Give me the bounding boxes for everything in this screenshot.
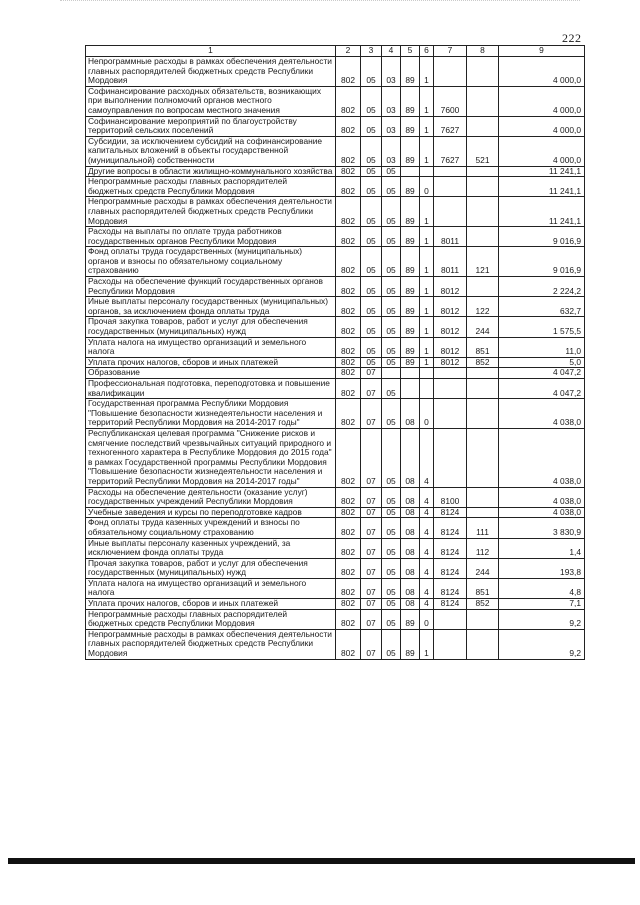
col-expense-type-cell	[467, 116, 499, 136]
col-program-cell: 89	[401, 317, 420, 337]
col-subprogram-cell: 1	[420, 277, 434, 297]
row-amount-cell: 9,2	[499, 609, 585, 629]
row-amount-cell: 4 038,0	[499, 487, 585, 507]
col-program-cell	[401, 368, 420, 379]
col-subprogram-cell: 1	[420, 136, 434, 166]
row-amount-cell: 9 016,9	[499, 247, 585, 277]
col-grbs-code-cell: 802	[336, 357, 361, 368]
table-row	[86, 277, 585, 297]
row-name-cell: Иные выплаты персоналу государственных (муниципальных) органов, за исключением фонда оплаты труда	[86, 297, 336, 317]
col-target-item-cell	[434, 166, 467, 177]
col-subsection-cell: 05	[382, 277, 401, 297]
budget-table-body	[86, 57, 585, 660]
table-row	[86, 428, 585, 487]
col-grbs-code-cell: 802	[336, 599, 361, 610]
col-subsection-cell: 05	[382, 609, 401, 629]
col-subsection-cell: 05	[382, 197, 401, 227]
col-grbs-code-cell: 802	[336, 227, 361, 247]
col-target-item-cell	[434, 368, 467, 379]
col-target-item-cell	[434, 197, 467, 227]
col-target-item-cell: 8012	[434, 357, 467, 368]
col-program-cell: 08	[401, 538, 420, 558]
col-expense-type-cell	[467, 177, 499, 197]
row-name-cell: Уплата налога на имущество организаций и земельного налога	[86, 578, 336, 598]
header-cell: 1	[86, 46, 336, 57]
col-grbs-code-cell: 802	[336, 507, 361, 518]
col-expense-type-cell: 122	[467, 297, 499, 317]
col-expense-type-cell: 244	[467, 558, 499, 578]
row-amount-cell: 4 047,2	[499, 379, 585, 399]
col-target-item-cell: 8100	[434, 487, 467, 507]
table-row	[86, 629, 585, 659]
row-amount-cell: 11 241,1	[499, 166, 585, 177]
header-cell: 4	[382, 46, 401, 57]
col-grbs-code-cell: 802	[336, 538, 361, 558]
table-row	[86, 538, 585, 558]
col-program-cell: 89	[401, 277, 420, 297]
col-expense-type-cell	[467, 428, 499, 487]
col-target-item-cell: 8012	[434, 337, 467, 357]
row-amount-cell: 2 224,2	[499, 277, 585, 297]
col-subprogram-cell: 1	[420, 57, 434, 87]
col-grbs-code-cell: 802	[336, 116, 361, 136]
col-expense-type-cell: 521	[467, 136, 499, 166]
col-subprogram-cell: 4	[420, 507, 434, 518]
row-name-cell: Прочая закупка товаров, работ и услуг для обеспечения государственных (муниципальных) нужд	[86, 558, 336, 578]
col-program-cell: 08	[401, 558, 420, 578]
col-subprogram-cell: 1	[420, 116, 434, 136]
table-row	[86, 317, 585, 337]
row-amount-cell: 11 241,1	[499, 197, 585, 227]
row-amount-cell: 4 000,0	[499, 86, 585, 116]
col-target-item-cell: 8011	[434, 227, 467, 247]
col-subsection-cell: 05	[382, 507, 401, 518]
col-grbs-code-cell: 802	[336, 177, 361, 197]
col-section-cell: 05	[361, 177, 382, 197]
col-target-item-cell	[434, 399, 467, 429]
row-amount-cell: 193,8	[499, 558, 585, 578]
col-expense-type-cell	[467, 399, 499, 429]
row-name-cell: Расходы на обеспечение деятельности (оказание услуг) государственных учреждений Республики Мордовия	[86, 487, 336, 507]
col-subprogram-cell	[420, 368, 434, 379]
budget-table	[85, 45, 585, 660]
row-name-cell: Субсидии, за исключением субсидий на софинансирование капитальных вложений в объекты государственной (муниципальной) собственности	[86, 136, 336, 166]
col-section-cell: 07	[361, 368, 382, 379]
col-subprogram-cell: 1	[420, 297, 434, 317]
col-target-item-cell: 8124	[434, 599, 467, 610]
col-section-cell: 07	[361, 578, 382, 598]
col-section-cell: 07	[361, 599, 382, 610]
budget-table-container	[85, 45, 584, 660]
col-program-cell: 08	[401, 518, 420, 538]
col-program-cell: 89	[401, 136, 420, 166]
row-name-cell: Уплата прочих налогов, сборов и иных платежей	[86, 599, 336, 610]
row-name-cell: Республиканская целевая программа "Снижение рисков и смягчение последствий чрезвычайных ситуаций природного и техногенного характера в Республике Мордовия до 2015 года" в рамках Государственной программы Республики Мордовия "Повышение безопасности жизнедеятельности населения и территорий Республики Мордовия на 2014-2017 годы"	[86, 428, 336, 487]
header-cell: 2	[336, 46, 361, 57]
table-row	[86, 357, 585, 368]
col-subsection-cell: 05	[382, 518, 401, 538]
row-amount-cell: 4 000,0	[499, 136, 585, 166]
row-name-cell: Непрограммные расходы в рамках обеспечения деятельности главных распорядителей бюджетных средств Республики Мордовия	[86, 57, 336, 87]
col-grbs-code-cell: 802	[336, 166, 361, 177]
table-row	[86, 379, 585, 399]
col-subprogram-cell: 4	[420, 428, 434, 487]
col-grbs-code-cell: 802	[336, 578, 361, 598]
col-subsection-cell: 05	[382, 177, 401, 197]
col-expense-type-cell	[467, 368, 499, 379]
col-section-cell: 07	[361, 558, 382, 578]
table-row	[86, 197, 585, 227]
col-expense-type-cell	[467, 379, 499, 399]
row-name-cell: Софинансирование расходных обязательств, возникающих при выполнении полномочий органов местного самоуправления по вопросам местного значения	[86, 86, 336, 116]
col-grbs-code-cell: 802	[336, 399, 361, 429]
col-grbs-code-cell: 802	[336, 57, 361, 87]
col-grbs-code-cell: 802	[336, 317, 361, 337]
col-subsection-cell: 05	[382, 599, 401, 610]
col-grbs-code-cell: 802	[336, 558, 361, 578]
col-subprogram-cell: 4	[420, 518, 434, 538]
col-section-cell: 05	[361, 136, 382, 166]
col-expense-type-cell	[467, 507, 499, 518]
page-number: 222	[562, 31, 582, 45]
table-row	[86, 86, 585, 116]
row-name-cell: Другие вопросы в области жилищно-коммунального хозяйства	[86, 166, 336, 177]
col-subprogram-cell	[420, 379, 434, 399]
col-subprogram-cell: 1	[420, 357, 434, 368]
col-program-cell: 89	[401, 197, 420, 227]
col-program-cell: 08	[401, 487, 420, 507]
col-program-cell: 89	[401, 609, 420, 629]
col-section-cell: 07	[361, 538, 382, 558]
col-expense-type-cell	[467, 86, 499, 116]
col-expense-type-cell	[467, 227, 499, 247]
col-program-cell	[401, 379, 420, 399]
row-name-cell: Образование	[86, 368, 336, 379]
table-row	[86, 177, 585, 197]
col-target-item-cell: 8124	[434, 578, 467, 598]
col-program-cell: 89	[401, 177, 420, 197]
table-row	[86, 507, 585, 518]
table-row	[86, 57, 585, 87]
col-program-cell: 89	[401, 57, 420, 87]
table-row	[86, 136, 585, 166]
col-program-cell: 89	[401, 116, 420, 136]
col-subprogram-cell: 4	[420, 599, 434, 610]
row-amount-cell: 5,0	[499, 357, 585, 368]
col-subsection-cell: 05	[382, 538, 401, 558]
table-row	[86, 599, 585, 610]
col-section-cell: 05	[361, 57, 382, 87]
table-row	[86, 297, 585, 317]
col-subprogram-cell: 0	[420, 177, 434, 197]
col-section-cell: 05	[361, 297, 382, 317]
col-subprogram-cell: 4	[420, 487, 434, 507]
col-subsection-cell: 05	[382, 357, 401, 368]
col-expense-type-cell: 851	[467, 337, 499, 357]
table-row	[86, 609, 585, 629]
row-amount-cell: 3 830,9	[499, 518, 585, 538]
header-cell: 8	[467, 46, 499, 57]
col-expense-type-cell: 851	[467, 578, 499, 598]
col-section-cell: 05	[361, 337, 382, 357]
table-row	[86, 166, 585, 177]
col-subprogram-cell: 1	[420, 629, 434, 659]
col-grbs-code-cell: 802	[336, 379, 361, 399]
table-row	[86, 518, 585, 538]
col-target-item-cell: 7600	[434, 86, 467, 116]
col-program-cell: 89	[401, 357, 420, 368]
table-row	[86, 399, 585, 429]
row-name-cell: Государственная программа Республики Мордовия "Повышение безопасности жизнедеятельности населения и территорий Республики Мордовия на 2014-2017 годы"	[86, 399, 336, 429]
table-row	[86, 116, 585, 136]
col-grbs-code-cell: 802	[336, 518, 361, 538]
row-amount-cell: 4 038,0	[499, 428, 585, 487]
col-target-item-cell: 8012	[434, 297, 467, 317]
header-cell: 5	[401, 46, 420, 57]
col-section-cell: 05	[361, 197, 382, 227]
col-target-item-cell: 8124	[434, 558, 467, 578]
col-section-cell: 07	[361, 379, 382, 399]
row-amount-cell: 1 575,5	[499, 317, 585, 337]
col-section-cell: 05	[361, 247, 382, 277]
col-expense-type-cell: 852	[467, 357, 499, 368]
row-name-cell: Уплата налога на имущество организаций и земельного налога	[86, 337, 336, 357]
col-subprogram-cell: 1	[420, 86, 434, 116]
row-name-cell: Непрограммные расходы в рамках обеспечения деятельности главных распорядителей бюджетных средств Республики Мордовия	[86, 197, 336, 227]
col-target-item-cell: 8012	[434, 317, 467, 337]
col-expense-type-cell	[467, 487, 499, 507]
col-target-item-cell: 8012	[434, 277, 467, 297]
row-name-cell: Фонд оплаты труда государственных (муниципальных) органов и взносы по обязательному социальному страхованию	[86, 247, 336, 277]
col-subsection-cell: 05	[382, 317, 401, 337]
col-grbs-code-cell: 802	[336, 277, 361, 297]
col-subprogram-cell: 0	[420, 399, 434, 429]
col-expense-type-cell: 121	[467, 247, 499, 277]
col-grbs-code-cell: 802	[336, 86, 361, 116]
col-section-cell: 07	[361, 507, 382, 518]
col-program-cell: 89	[401, 629, 420, 659]
col-grbs-code-cell: 802	[336, 629, 361, 659]
col-program-cell: 89	[401, 86, 420, 116]
col-subsection-cell: 05	[382, 629, 401, 659]
col-subprogram-cell: 4	[420, 538, 434, 558]
col-target-item-cell: 8124	[434, 538, 467, 558]
col-subsection-cell	[382, 368, 401, 379]
col-expense-type-cell	[467, 197, 499, 227]
col-target-item-cell	[434, 57, 467, 87]
col-grbs-code-cell: 802	[336, 197, 361, 227]
col-target-item-cell	[434, 177, 467, 197]
col-target-item-cell: 7627	[434, 136, 467, 166]
col-target-item-cell: 8124	[434, 518, 467, 538]
col-expense-type-cell: 111	[467, 518, 499, 538]
header-cell: 9	[499, 46, 585, 57]
header-cell: 6	[420, 46, 434, 57]
header-cell: 7	[434, 46, 467, 57]
row-name-cell: Учебные заведения и курсы по переподготовке кадров	[86, 507, 336, 518]
col-section-cell: 07	[361, 487, 382, 507]
scan-bottom-edge-bar	[8, 858, 635, 864]
col-subsection-cell: 05	[382, 558, 401, 578]
row-name-cell: Непрограммные расходы в рамках обеспечения деятельности главных распорядителей бюджетных средств Республики Мордовия	[86, 629, 336, 659]
table-row	[86, 368, 585, 379]
col-subsection-cell: 03	[382, 116, 401, 136]
col-subprogram-cell: 4	[420, 578, 434, 598]
col-section-cell: 05	[361, 357, 382, 368]
row-amount-cell: 4 047,2	[499, 368, 585, 379]
table-row	[86, 337, 585, 357]
col-subsection-cell: 05	[382, 247, 401, 277]
table-row	[86, 247, 585, 277]
col-subsection-cell: 03	[382, 86, 401, 116]
col-subsection-cell: 05	[382, 166, 401, 177]
scan-top-edge-marks	[60, 0, 580, 6]
col-section-cell: 07	[361, 609, 382, 629]
col-subprogram-cell: 4	[420, 558, 434, 578]
col-subsection-cell: 05	[382, 379, 401, 399]
col-section-cell: 07	[361, 518, 382, 538]
col-target-item-cell	[434, 629, 467, 659]
row-amount-cell: 9,2	[499, 629, 585, 659]
col-section-cell: 05	[361, 166, 382, 177]
col-expense-type-cell	[467, 57, 499, 87]
col-subprogram-cell: 1	[420, 197, 434, 227]
table-row	[86, 578, 585, 598]
col-section-cell: 07	[361, 629, 382, 659]
col-expense-type-cell: 852	[467, 599, 499, 610]
row-amount-cell: 1,4	[499, 538, 585, 558]
row-amount-cell: 11 241,1	[499, 177, 585, 197]
col-grbs-code-cell: 802	[336, 297, 361, 317]
col-program-cell: 08	[401, 507, 420, 518]
table-row	[86, 558, 585, 578]
col-expense-type-cell	[467, 629, 499, 659]
col-section-cell: 05	[361, 227, 382, 247]
row-name-cell: Непрограммные расходы главных распорядителей бюджетных средств Республики Мордовия	[86, 177, 336, 197]
col-program-cell: 08	[401, 578, 420, 598]
col-program-cell: 89	[401, 247, 420, 277]
col-section-cell: 05	[361, 317, 382, 337]
col-subsection-cell: 05	[382, 337, 401, 357]
col-program-cell: 89	[401, 297, 420, 317]
col-section-cell: 07	[361, 428, 382, 487]
col-program-cell: 08	[401, 399, 420, 429]
row-name-cell: Уплата прочих налогов, сборов и иных платежей	[86, 357, 336, 368]
col-grbs-code-cell: 802	[336, 609, 361, 629]
col-grbs-code-cell: 802	[336, 247, 361, 277]
col-section-cell: 05	[361, 86, 382, 116]
col-subprogram-cell: 1	[420, 227, 434, 247]
row-amount-cell: 11,0	[499, 337, 585, 357]
row-name-cell: Софинансирование мероприятий по благоустройству территорий сельских поселений	[86, 116, 336, 136]
col-expense-type-cell	[467, 166, 499, 177]
col-target-item-cell: 8124	[434, 507, 467, 518]
col-subsection-cell: 05	[382, 428, 401, 487]
col-program-cell	[401, 166, 420, 177]
row-name-cell: Непрограммные расходы главных распорядителей бюджетных средств Республики Мордовия	[86, 609, 336, 629]
table-row	[86, 487, 585, 507]
row-amount-cell: 4 038,0	[499, 507, 585, 518]
col-program-cell: 08	[401, 428, 420, 487]
col-expense-type-cell	[467, 609, 499, 629]
col-expense-type-cell: 112	[467, 538, 499, 558]
row-amount-cell: 4 000,0	[499, 57, 585, 87]
col-grbs-code-cell: 802	[336, 136, 361, 166]
row-amount-cell: 4 038,0	[499, 399, 585, 429]
col-expense-type-cell	[467, 277, 499, 297]
row-amount-cell: 9 016,9	[499, 227, 585, 247]
col-subprogram-cell: 1	[420, 317, 434, 337]
row-name-cell: Расходы на обеспечение функций государственных органов Республики Мордовия	[86, 277, 336, 297]
col-target-item-cell	[434, 428, 467, 487]
col-subprogram-cell: 1	[420, 247, 434, 277]
row-name-cell: Расходы на выплаты по оплате труда работников государственных органов Республики Мордовия	[86, 227, 336, 247]
col-grbs-code-cell: 802	[336, 368, 361, 379]
col-target-item-cell	[434, 379, 467, 399]
col-subprogram-cell: 0	[420, 609, 434, 629]
col-subsection-cell: 05	[382, 227, 401, 247]
row-amount-cell: 4,8	[499, 578, 585, 598]
col-section-cell: 05	[361, 277, 382, 297]
col-grbs-code-cell: 802	[336, 337, 361, 357]
row-amount-cell: 4 000,0	[499, 116, 585, 136]
col-grbs-code-cell: 802	[336, 487, 361, 507]
header-cell: 3	[361, 46, 382, 57]
col-subprogram-cell	[420, 166, 434, 177]
col-subsection-cell: 03	[382, 136, 401, 166]
row-amount-cell: 7,1	[499, 599, 585, 610]
col-target-item-cell	[434, 609, 467, 629]
row-amount-cell: 632,7	[499, 297, 585, 317]
col-subsection-cell: 05	[382, 399, 401, 429]
col-program-cell: 89	[401, 337, 420, 357]
col-program-cell: 08	[401, 599, 420, 610]
col-target-item-cell: 8011	[434, 247, 467, 277]
row-name-cell: Фонд оплаты труда казенных учреждений и взносы по обязательному социальному страхованию	[86, 518, 336, 538]
col-subprogram-cell: 1	[420, 337, 434, 357]
col-grbs-code-cell: 802	[336, 428, 361, 487]
col-subsection-cell: 05	[382, 297, 401, 317]
col-expense-type-cell: 244	[467, 317, 499, 337]
row-name-cell: Иные выплаты персоналу казенных учреждений, за исключением фонда оплаты труда	[86, 538, 336, 558]
table-row	[86, 227, 585, 247]
row-name-cell: Прочая закупка товаров, работ и услуг для обеспечения государственных (муниципальных) нужд	[86, 317, 336, 337]
header-row	[86, 46, 585, 57]
col-section-cell: 05	[361, 116, 382, 136]
col-section-cell: 07	[361, 399, 382, 429]
col-subsection-cell: 05	[382, 487, 401, 507]
col-subsection-cell: 03	[382, 57, 401, 87]
col-program-cell: 89	[401, 227, 420, 247]
col-subsection-cell: 05	[382, 578, 401, 598]
col-target-item-cell: 7627	[434, 116, 467, 136]
row-name-cell: Профессиональная подготовка, переподготовка и повышение квалификации	[86, 379, 336, 399]
